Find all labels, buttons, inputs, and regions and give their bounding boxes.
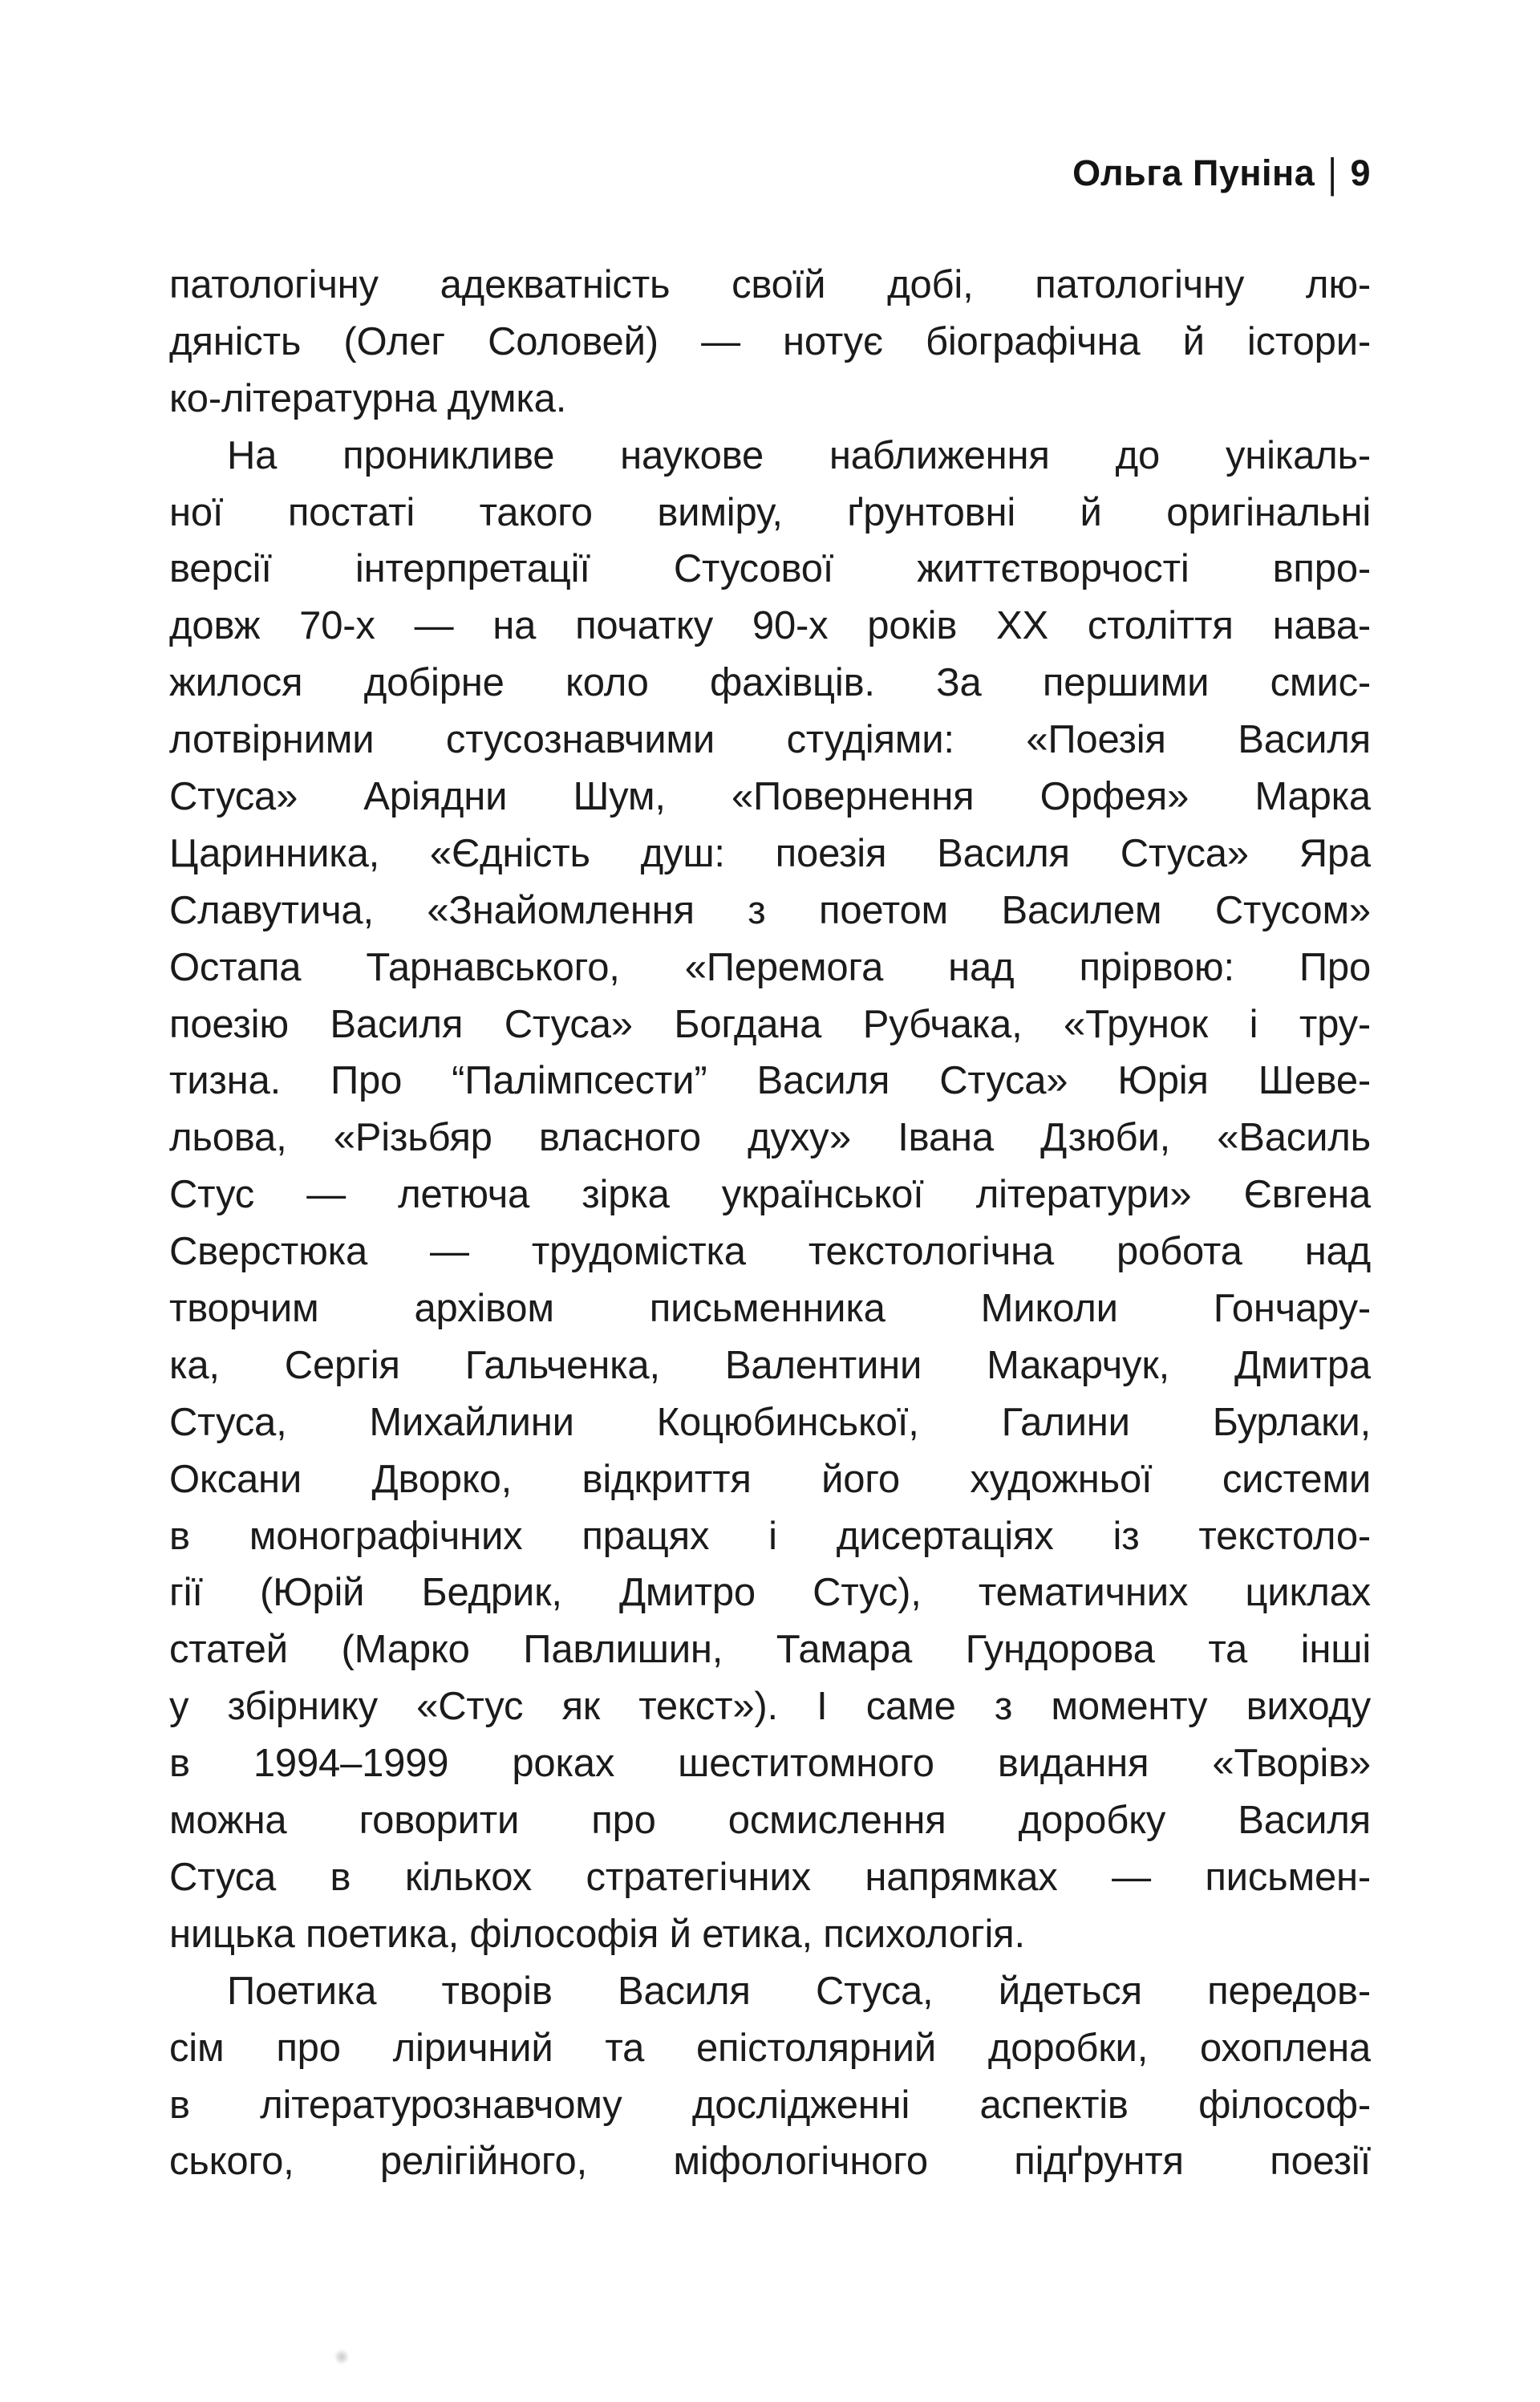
page-number: 9 [1350, 152, 1371, 193]
text-line: в монографічних працях і дисертаціях із текстоло- [169, 1514, 1371, 1558]
text-line: гії (Юрій Бедрик, Дмитро Стус), тематичних циклах [169, 1571, 1371, 1615]
text-line: дяність (Олег Соловей) — нотує біографічна й істори- [169, 319, 1371, 363]
text-line: Сверстюка — трудомістка текстологічна робота над [169, 1230, 1371, 1274]
text-line: льова, «Різьбяр власного духу» Івана Дзюби, «Василь [169, 1116, 1371, 1160]
text-line: в 1994–1999 роках шеститомного видання «Творів» [169, 1742, 1371, 1786]
text-line: Славутича, «Знайомлення з поетом Василем Стусом» [169, 888, 1371, 932]
text-line: лотвірними стусознавчими студіями: «Поезія Василя [169, 718, 1371, 762]
text-line: в літературознавчому дослідженні аспектів філософ- [169, 2083, 1371, 2127]
text-line: ко-літературна думка. [169, 376, 567, 420]
body-text [169, 257, 1371, 2190]
text-line: ної постаті такого виміру, ґрунтовні й оригінальні [169, 490, 1371, 534]
text-line: тизна. Про “Палімпсести” Василя Стуса» Юрія Шеве- [169, 1059, 1371, 1103]
text-line: Оксани Дворко, відкриття його художньої системи [169, 1457, 1371, 1501]
text-line: статей (Марко Павлишин, Тамара Гундорова та інші [169, 1628, 1371, 1672]
text-line: Стуса в кількох стратегічних напрямках — письмен- [169, 1855, 1371, 1899]
text-line: сім про ліричний та епістолярний доробки, охоплена [169, 2026, 1371, 2070]
running-head-author: Ольга Пуніна [1072, 152, 1315, 193]
running-head [1072, 149, 1371, 197]
text-line: ського, релігійного, міфологічного підґрунтя поезії [169, 2140, 1371, 2184]
text-line: На проникливе наукове наближення до унікаль- [227, 433, 1371, 477]
text-line: ницька поетика, філософія й етика, психологія. [169, 1912, 1025, 1956]
scan-artifact [335, 2349, 348, 2363]
text-line: довж 70-х — на початку 90-х років ХХ століття нава- [169, 604, 1371, 648]
text-line: поезію Василя Стуса» Богдана Рубчака, «Трунок і тру- [169, 1002, 1371, 1046]
header-separator: | [1327, 149, 1338, 197]
text-line: творчим архівом письменника Миколи Гончару- [169, 1287, 1371, 1331]
text-line: Царинника, «Єдність душ: поезія Василя Стуса» Яра [169, 831, 1371, 875]
text-line: у збірнику «Стус як текст»). І саме з моменту виходу [169, 1685, 1371, 1729]
text-line: можна говорити про осмислення доробку Василя [169, 1799, 1371, 1843]
text-line: версії інтерпретації Стусової життєтворчості впро- [169, 547, 1371, 591]
text-line: Остапа Тарнавського, «Перемога над прірвою: Про [169, 945, 1371, 989]
text-line: Стуса» Аріядни Шум, «Повернення Орфея» Марка [169, 775, 1371, 819]
text-line: патологічну адекватність своїй добі, патологічну лю- [169, 263, 1371, 306]
text-line: ка, Сергія Гальченка, Валентини Макарчук, Дмитра [169, 1343, 1371, 1387]
text-line: Стуса, Михайлини Коцюбинської, Галини Бурлаки, [169, 1400, 1371, 1444]
text-line: Стус — летюча зірка української літератури» Євгена [169, 1173, 1371, 1217]
text-line: Поетика творів Василя Стуса, йдеться передов- [227, 1969, 1371, 2013]
text-line: жилося добірне коло фахівців. За першими смис- [169, 661, 1371, 705]
